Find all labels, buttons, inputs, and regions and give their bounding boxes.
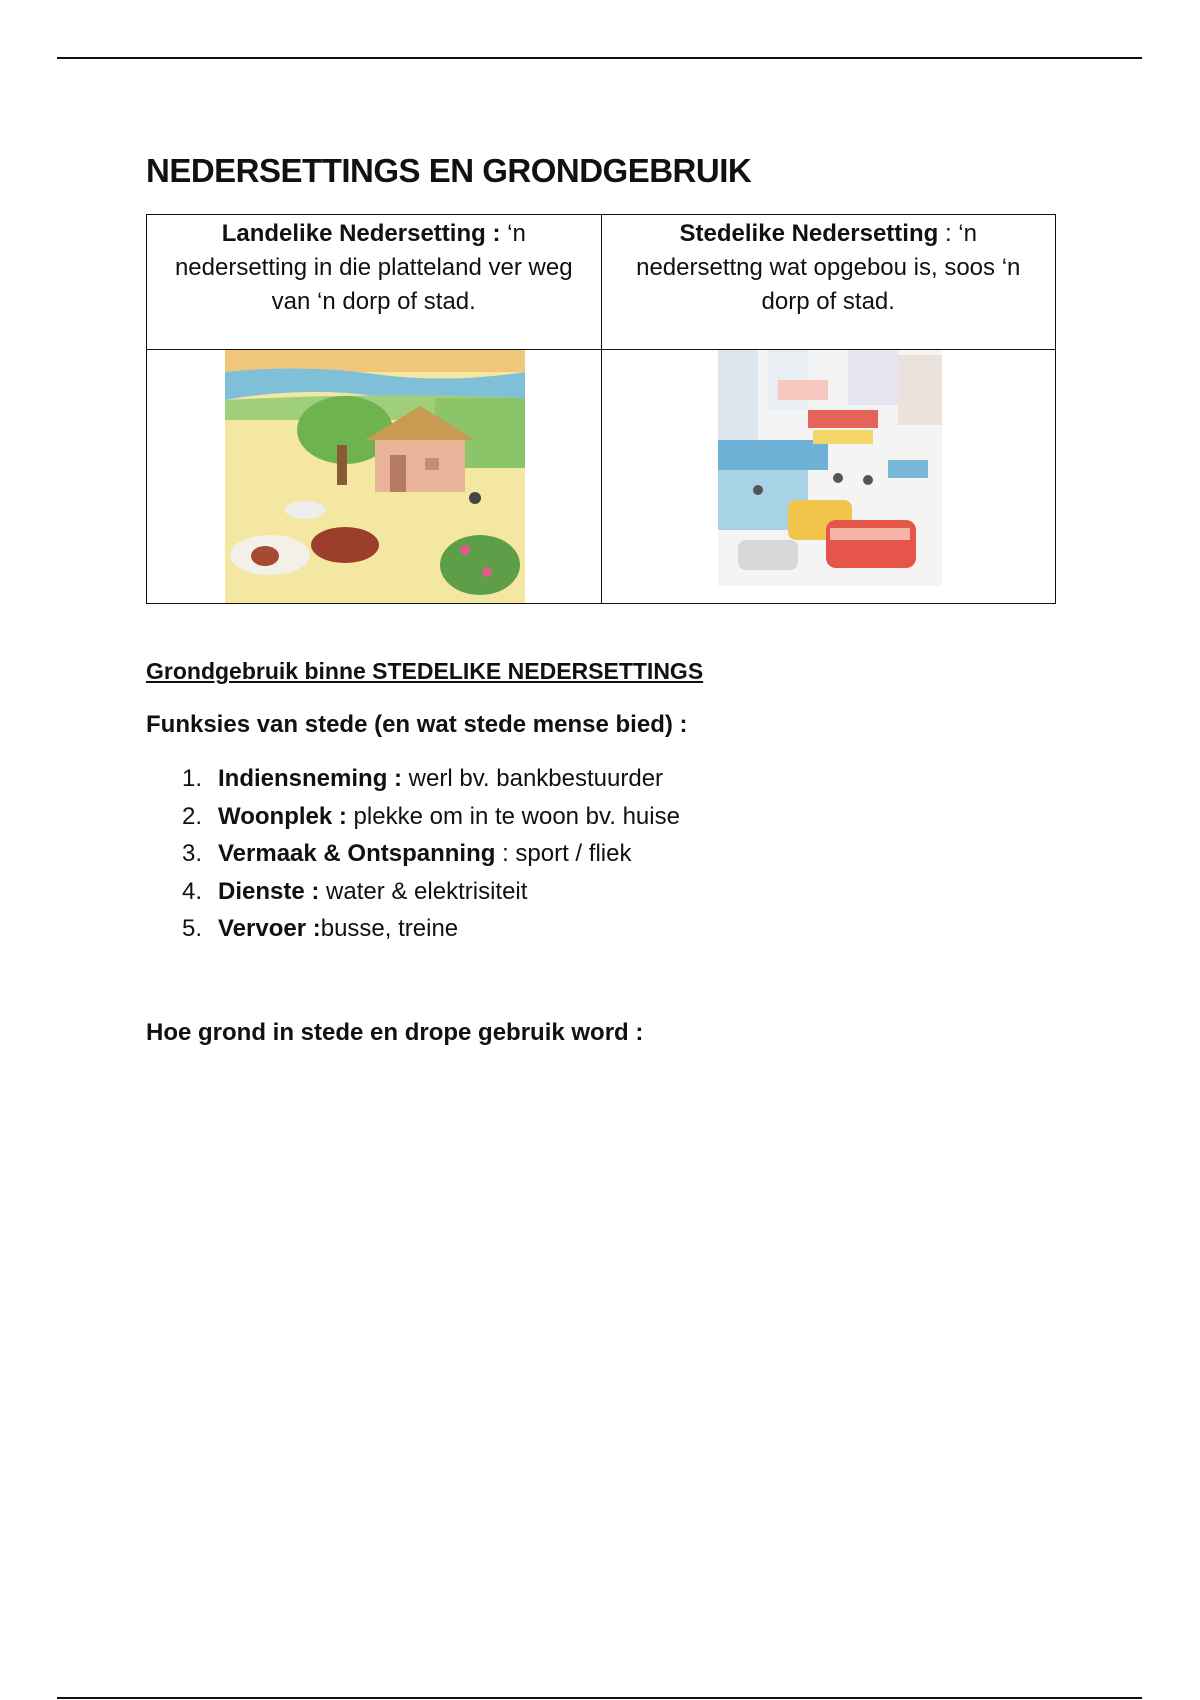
list-item: 1. Indiensneming : werl bv. bankbestuurder bbox=[182, 765, 664, 792]
urban-landuse-subheading: Grondgebruik binne STEDELIKE NEDERSETTINGS bbox=[146, 658, 704, 684]
urban-definition: : ‘n nedersettng wat opgebou is, soos ‘n dorp of stad. bbox=[636, 220, 1021, 315]
list-item: 3. Vermaak & Ontspanning : sport / fliek bbox=[182, 840, 632, 867]
city-street-illustration bbox=[718, 350, 942, 586]
footer-rule bbox=[57, 1697, 1142, 1699]
settlement-table bbox=[146, 214, 1056, 604]
urban-image-cell bbox=[601, 350, 1056, 604]
list-item: 5. Vervoer :busse, treine bbox=[182, 915, 459, 942]
list-item: 2. Woonplek : plekke om in te woon bv. huise bbox=[182, 802, 680, 830]
rural-definition-cell bbox=[147, 215, 602, 350]
urban-definition-cell bbox=[601, 215, 1056, 350]
rural-village-illustration bbox=[225, 350, 525, 603]
land-use-heading: Hoe grond in stede en drope gebruik word : bbox=[146, 1019, 644, 1046]
urban-term: Stedelike Nedersetting bbox=[679, 220, 939, 247]
functions-list bbox=[146, 760, 680, 948]
functions-heading: Funksies van stede (en wat stede mense bied) : bbox=[146, 711, 688, 738]
rural-image-cell bbox=[147, 350, 602, 604]
list-item: 4. Dienste : water & elektrisiteit bbox=[182, 877, 528, 905]
header-rule bbox=[57, 57, 1142, 59]
rural-definition: ‘n nedersetting in die platteland ver weg van ‘n dorp of stad. bbox=[174, 220, 573, 315]
page-title: NEDERSETTINGS EN GRONDGEBRUIK bbox=[146, 152, 752, 189]
rural-term: Landelike Nedersetting : bbox=[221, 220, 501, 247]
